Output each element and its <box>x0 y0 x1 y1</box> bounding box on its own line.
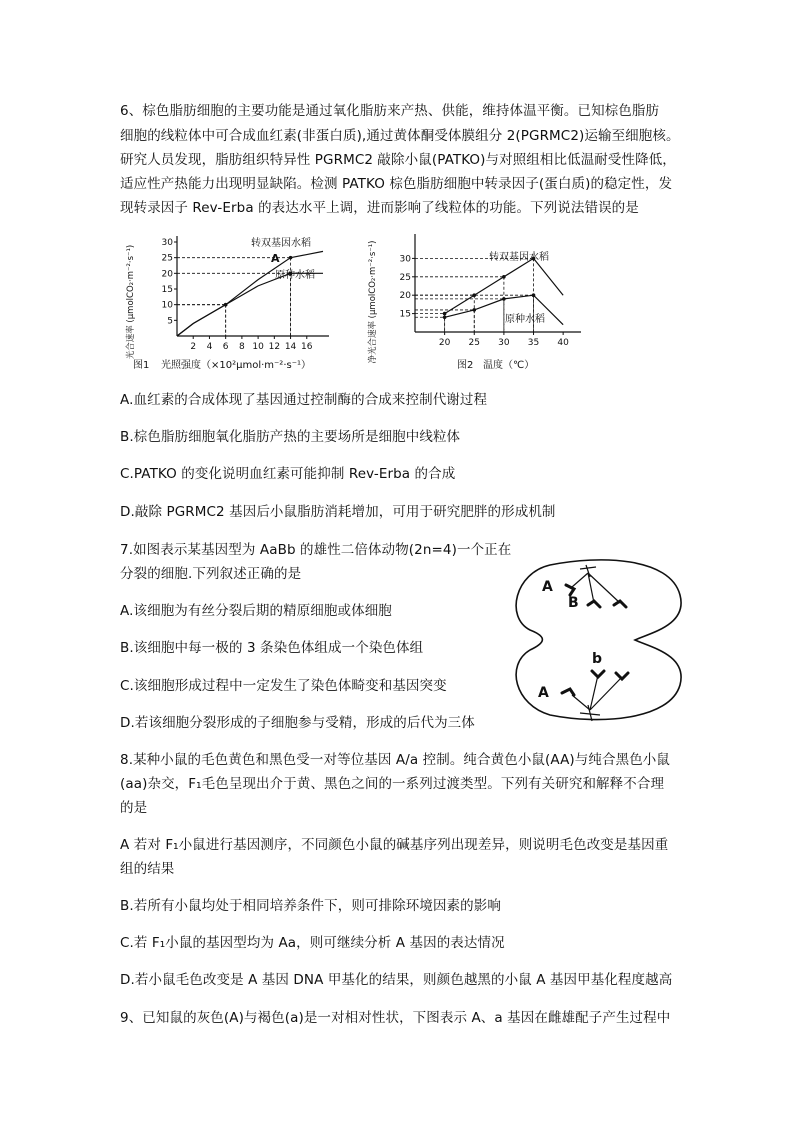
chart1-y-tick-label: 30 <box>161 238 173 248</box>
chart2-y-tick-label: 15 <box>399 309 411 320</box>
top-gene-b-label: B <box>568 595 579 611</box>
chart1-x-tick-label: 12 <box>268 342 281 352</box>
chart2-data-point <box>502 275 506 279</box>
top-chromosome-3 <box>614 601 626 607</box>
bottom-spindle <box>572 675 622 721</box>
chart2-xlabel: 温度（℃） <box>483 360 535 371</box>
chart2-data-point <box>532 293 536 297</box>
chart1-series-line <box>177 251 323 336</box>
bottom-chromosome-a <box>562 689 574 695</box>
chart1-series-label: 原种水稻 <box>275 270 315 281</box>
bottom-chromosome-b <box>592 671 604 677</box>
chart2-data-point <box>472 308 476 312</box>
top-chromosome-b <box>588 601 600 607</box>
q6-option-d: D.敲除 PGRMC2 基因后小鼠脂肪消耗增加，可用于研究肥胖的形成机制 <box>120 504 556 520</box>
bottom-gene-a-label: A <box>538 685 549 701</box>
chart1-series-label: 转双基因水稻 <box>251 238 311 249</box>
q6-stem-line-1: 6、棕色脂肪细胞的主要功能是通过氧化脂肪来产热、供能，维持体温平衡。已知棕色脂肪 <box>120 103 660 119</box>
chart2-series-label: 原种水稻 <box>505 314 545 325</box>
chart2-data-point <box>472 293 476 297</box>
chart1-data-point <box>289 256 293 260</box>
chart1-data-point <box>224 303 228 307</box>
q7-option-b: B.该细胞中每一极的 3 条染色体组成一个染色体组 <box>120 640 424 656</box>
dividing-cell-figure <box>510 555 690 725</box>
chart2-series-label: 转双基因水稻 <box>489 252 549 263</box>
q6-option-c: C.PATKO 的变化说明血红素可能抑制 Rev-Erba 的合成 <box>120 466 456 482</box>
figure-1-chart <box>125 230 350 375</box>
q8-option-d: D.若小鼠毛色改变是 A 基因 DNA 甲基化的结果，则颜色越黑的小鼠 A 基因甲基化程度越高 <box>120 972 673 988</box>
q8-stem-line-2: (aa)杂交，F₁毛色呈现出介于黄、黑色之间的一系列过渡类型。下列有关研究和解释不合理 <box>120 776 665 792</box>
figure-2-chart <box>365 230 590 375</box>
q8-option-a-line-2: 组的结果 <box>120 861 175 877</box>
q6-option-b: B.棕色脂肪细胞氧化脂肪产热的主要场所是细胞中线粒体 <box>120 429 461 445</box>
chart1-y-tick-label: 10 <box>161 300 173 311</box>
chart1-x-tick-label: 8 <box>239 342 245 352</box>
chart2-x-tick-label: 25 <box>468 338 480 348</box>
q6-stem-line-4: 适应性产热能力出现明显缺陷。检测 PATKO 棕色脂肪细胞中转录因子(蛋白质)的稳定性，发 <box>120 176 673 192</box>
chart2-data-point <box>443 315 447 319</box>
q8-stem-line-1: 8.某种小鼠的毛色黄色和黑色受一对等位基因 A/a 控制。纯合黄色小鼠(AA)与纯合黑色小鼠 <box>120 752 670 768</box>
chart1-point-label: A <box>271 252 280 265</box>
chart2-data-point <box>502 297 506 301</box>
q6-stem-line-3: 研究人员发现，脂肪组织特异性 PGRMC2 敲除小鼠(PATKO)与对照组相比低温耐受性降低， <box>120 152 676 168</box>
q7-option-d: D.若该细胞分裂形成的子细胞参与受精，形成的后代为三体 <box>120 715 475 731</box>
bottom-chromosome-3 <box>616 673 628 679</box>
chart2-x-tick-label: 30 <box>498 338 510 348</box>
chart2-x-tick-label: 35 <box>527 338 540 348</box>
chart2-y-tick-label: 30 <box>399 254 411 265</box>
bottom-chromosomes <box>562 671 628 695</box>
chart2-ylabel-text: 净光合速率 (μmolCO₂·m⁻²·s⁻¹) <box>368 240 378 364</box>
chart2-x-tick-label: 40 <box>557 338 569 348</box>
chart2-y-tick-label: 20 <box>399 291 411 302</box>
top-spindle <box>572 565 620 603</box>
chart1-ylabel-text: 光合速率 (μmolCO₂·m⁻²·s⁻¹) <box>126 244 136 360</box>
q7-stem-line-2: 分裂的细胞.下列叙述正确的是 <box>120 566 302 582</box>
chart2-x-tick-label: 20 <box>438 338 451 348</box>
q8-stem-line-3: 的是 <box>120 800 148 816</box>
bottom-gene-b-label: b <box>592 651 603 667</box>
q6-stem-line-2: 细胞的线粒体中可合成血红素(非蛋白质),通过黄体酮受体膜组分 2(PGRMC2)运输至细胞核。 <box>120 128 680 144</box>
q7-option-a: A.该细胞为有丝分裂后期的精原细胞或体细胞 <box>120 603 392 619</box>
q8-option-b: B.若所有小鼠均处于相同培养条件下，则可排除环境因素的影响 <box>120 898 501 914</box>
top-gene-a-label: A <box>542 579 553 595</box>
chart1-y-tick-label: 5 <box>167 316 173 327</box>
chart1-y-tick-label: 15 <box>161 285 173 295</box>
chart1-y-tick-label: 25 <box>161 253 173 264</box>
chart2-y-tick-label: 25 <box>399 272 411 283</box>
chart1-ylabel <box>125 245 136 360</box>
chart1-x-tick-label: 10 <box>252 342 264 352</box>
chart2-title: 图2 <box>457 360 474 371</box>
q7-option-c: C.该细胞形成过程中一定发生了染色体畸变和基因突变 <box>120 678 447 694</box>
chart1-title: 图1 <box>133 360 150 371</box>
chart1-x-tick-label: 6 <box>222 342 229 352</box>
q6-stem-line-5: 现转录因子 Rev-Erba 的表达水平上调，进而影响了线粒体的功能。下列说法错误的是 <box>120 200 639 216</box>
chart1-x-tick-label: 14 <box>284 342 297 352</box>
chart1-x-tick-label: 16 <box>301 342 313 352</box>
chart1-x-tick-label: 4 <box>206 342 213 352</box>
chart1-xlabel: 光照强度（×10²μmol·m⁻²·s⁻¹） <box>161 360 311 371</box>
chart2-data-point <box>443 312 447 316</box>
chart1-x-tick-label: 2 <box>190 342 197 352</box>
chart2-ylabel <box>367 240 378 363</box>
q9-stem: 9、已知鼠的灰色(A)与褐色(a)是一对相对性状，下图表示 A、a 基因在雌雄配子产生过程中 <box>120 1010 671 1026</box>
q8-option-c: C.若 F₁小鼠的基因型均为 Aa，则可继续分析 A 基因的表达情况 <box>120 935 505 951</box>
q8-option-a-line-1: A 若对 F₁小鼠进行基因测序，不同颜色小鼠的碱基序列出现差异，则说明毛色改变是基因重 <box>120 837 669 853</box>
q6-option-a: A.血红素的合成体现了基因通过控制酶的合成来控制代谢过程 <box>120 392 488 408</box>
q7-stem-line-1: 7.如图表示某基因型为 AaBb 的雄性二倍体动物(2n=4)一个正在 <box>120 542 512 558</box>
chart1-y-tick-label: 20 <box>161 269 173 280</box>
